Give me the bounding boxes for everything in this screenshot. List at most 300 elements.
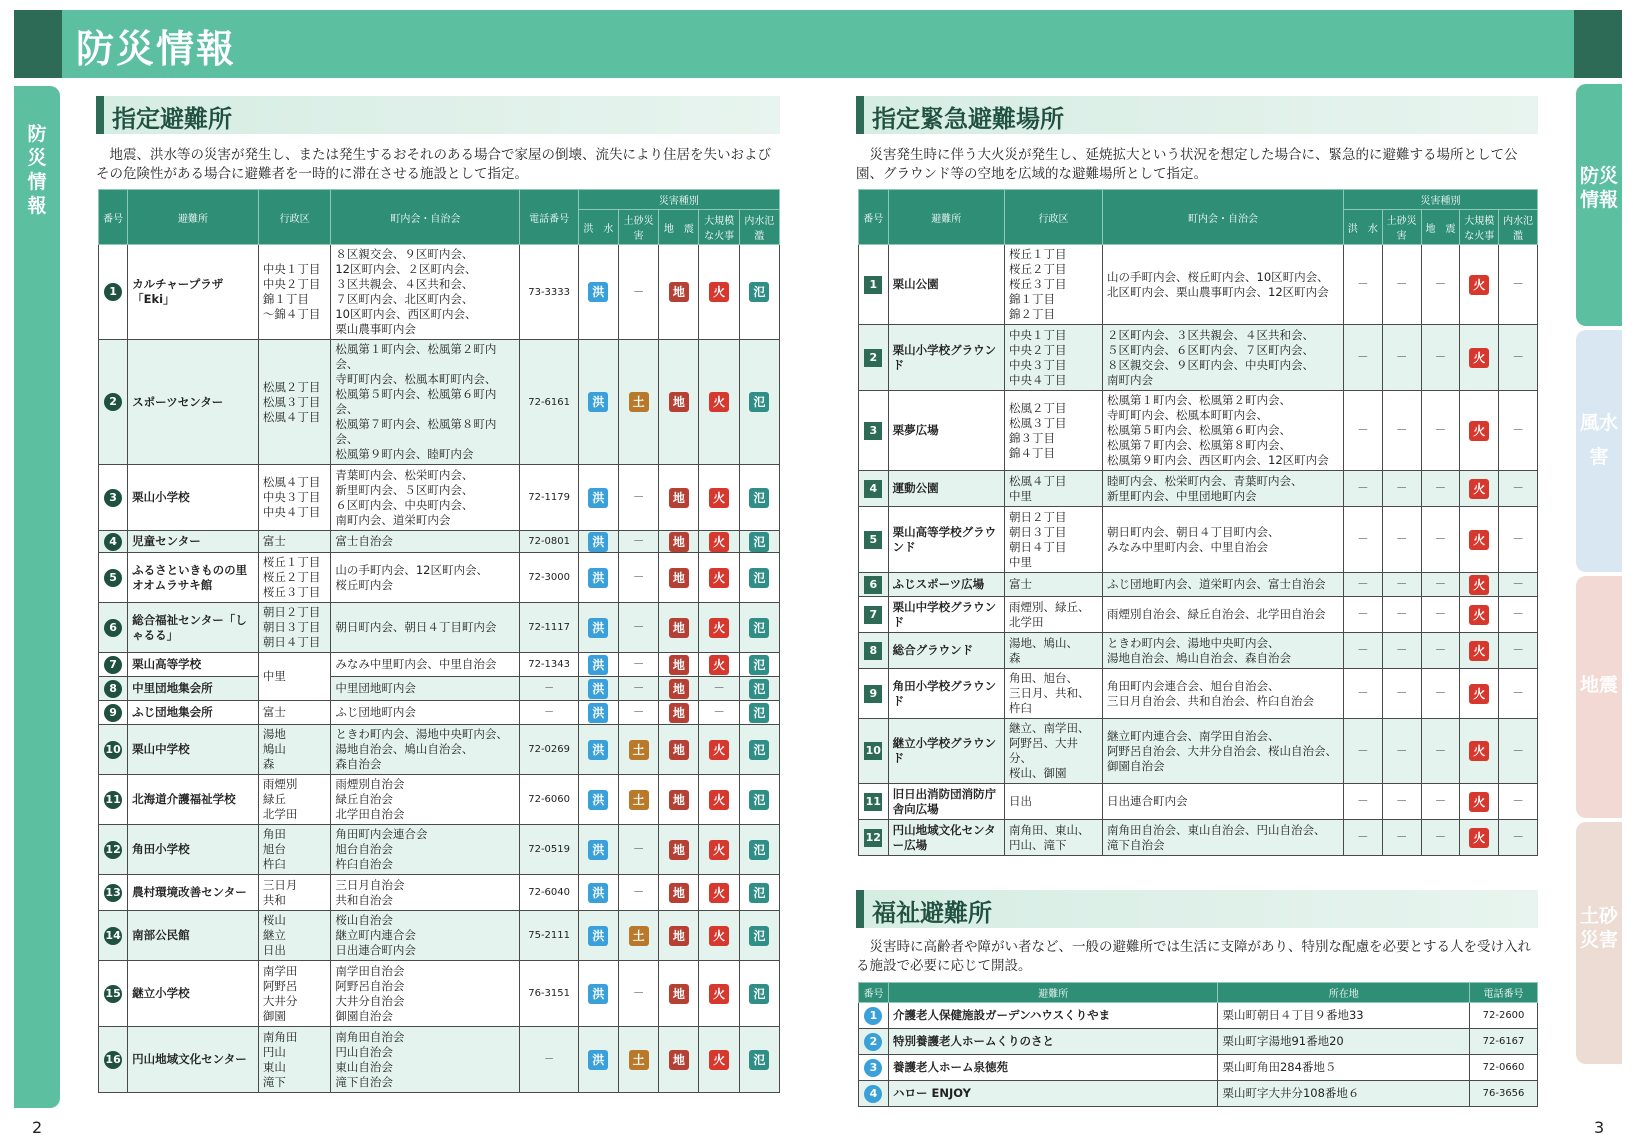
col-name: 避難所 (128, 190, 259, 245)
shelter-name: 中里団地集会所 (128, 677, 259, 701)
col-name: 避難所 (888, 983, 1217, 1003)
hazard-cell (699, 465, 739, 531)
flood-badge: 洪 (588, 282, 608, 302)
hazard-cell (739, 701, 779, 725)
header-left-accent (14, 10, 62, 78)
hazard-cell (699, 677, 739, 701)
hazard-cell (619, 725, 659, 775)
hazard-cell (659, 701, 699, 725)
quake-badge: 地 (669, 392, 689, 412)
hazard-cell (1499, 245, 1538, 325)
inland-badge: 氾 (749, 655, 769, 675)
not-applicable-mark: － (1512, 423, 1524, 437)
row-number: 14 (104, 927, 122, 945)
row-number: 2 (104, 393, 122, 411)
fire-badge: 火 (1469, 575, 1489, 595)
not-applicable-mark: － (632, 885, 645, 899)
not-applicable-mark: － (1512, 686, 1524, 700)
place-name: 栗山中学校グラウンド (888, 597, 1004, 633)
hazard-cell (739, 531, 779, 553)
phone-number: 76-3656 (1470, 1081, 1538, 1107)
row-number-cell (99, 653, 128, 677)
hazard-cell (659, 340, 699, 465)
hazard-cell (699, 701, 739, 725)
hazard-cell (578, 875, 618, 911)
hazard-cell (578, 775, 618, 825)
side-tab-jishin[interactable] (1576, 576, 1622, 818)
inland-badge: 氾 (749, 679, 769, 699)
fire-badge: 火 (1469, 741, 1489, 761)
hazard-cell (739, 603, 779, 653)
table-row (859, 820, 1538, 856)
phone-number: 72-0269 (520, 725, 578, 775)
row-number-cell (99, 465, 128, 531)
page-number-left: 2 (32, 1118, 43, 1137)
phone-number: － (520, 701, 578, 725)
hazard-cell (739, 961, 779, 1027)
district-cell: 角田、旭台、 三日月、共和、 杵臼 (1005, 669, 1103, 719)
hazard-cell (659, 531, 699, 553)
page-title: 防災情報 (76, 27, 237, 71)
not-applicable-mark: － (1357, 481, 1369, 495)
flood-badge: 洪 (588, 679, 608, 699)
shelter-name: 農村環境改善センター (128, 875, 259, 911)
fire-badge: 火 (1469, 605, 1489, 625)
row-number: 4 (864, 1085, 882, 1103)
hazard-cell (619, 911, 659, 961)
fire-badge: 火 (1469, 479, 1489, 499)
hazard-cell (1460, 784, 1499, 820)
flood-badge: 洪 (588, 926, 608, 946)
col-quake: 地 震 (1421, 210, 1460, 245)
fire-badge: 火 (709, 740, 729, 760)
quake-badge: 地 (669, 1050, 689, 1070)
association-cell: 雨煙別自治会、緑丘自治会、北学田自治会 (1103, 597, 1344, 633)
flood-badge: 洪 (588, 532, 608, 552)
hazard-cell (1460, 471, 1499, 507)
inland-badge: 氾 (749, 703, 769, 723)
inland-badge: 氾 (749, 568, 769, 588)
fire-badge: 火 (1469, 421, 1489, 441)
phone-number: － (520, 677, 578, 701)
association-cell: 中里団地町内会 (331, 677, 520, 701)
fire-badge: 火 (709, 984, 729, 1004)
hazard-cell (1421, 245, 1460, 325)
shelter-name: 栗山中学校 (128, 725, 259, 775)
hazard-cell (1460, 820, 1499, 856)
not-applicable-mark: － (1357, 743, 1369, 758)
fire-badge: 火 (709, 568, 729, 588)
hazard-cell (578, 961, 618, 1027)
association-cell: 角田町内会連合会 旭台自治会 杵臼自治会 (331, 825, 520, 875)
row-number-cell (859, 820, 889, 856)
col-landslide: 土砂災害 (619, 210, 659, 245)
phone-number: 72-6040 (520, 875, 578, 911)
row-number: 9 (104, 704, 122, 722)
quake-badge: 地 (669, 926, 689, 946)
not-applicable-mark: － (1357, 532, 1369, 546)
phone-number: 72-1343 (520, 653, 578, 677)
fire-badge: 火 (1469, 828, 1489, 848)
landslide-badge: 土 (629, 392, 649, 412)
row-number: 12 (104, 841, 122, 859)
fire-badge: 火 (1469, 530, 1489, 550)
hazard-cell (659, 1027, 699, 1093)
not-applicable-mark: － (632, 570, 645, 584)
table-row (99, 911, 780, 961)
row-number-cell (99, 553, 128, 603)
hazard-cell (699, 553, 739, 603)
table-row (99, 603, 780, 653)
association-cell: ８区親交会、９区町内会、 12区町内会、２区町内会、 ３区共親会、４区共和会、 ７区町内会、北区町内会、 10区町内会、西区町内会、 栗山農事町内会 (331, 245, 520, 340)
page-number-right: 3 (1594, 1118, 1605, 1137)
district-cell: 日出 (1005, 784, 1103, 820)
phone-number: 72-3000 (520, 553, 578, 603)
shelter-name: ふるさといきものの里オオムラサキ館 (128, 553, 259, 603)
not-applicable-mark: － (1512, 830, 1524, 844)
association-cell: 雨煙別自治会 緑丘自治会 北学田自治会 (331, 775, 520, 825)
row-number: 7 (864, 606, 882, 624)
row-number: 5 (864, 531, 882, 549)
not-applicable-mark: － (1434, 830, 1447, 844)
phone-number: 72-1117 (520, 603, 578, 653)
row-number-cell (859, 633, 889, 669)
district-cell: 雨煙別 緑丘 北学田 (258, 775, 330, 825)
flood-badge: 洪 (588, 840, 608, 860)
not-applicable-mark: － (1357, 350, 1369, 364)
hazard-cell (659, 725, 699, 775)
fire-badge: 火 (1469, 684, 1489, 704)
row-number: 11 (864, 793, 882, 811)
hazard-cell (1421, 507, 1460, 573)
hazard-cell (1460, 597, 1499, 633)
district-cell: 朝日２丁目 朝日３丁目 朝日４丁目 (258, 603, 330, 653)
row-number: 15 (104, 985, 122, 1003)
facility-name: 介護老人保健施設ガーデンハウスくりやま (888, 1003, 1217, 1029)
flood-badge: 洪 (588, 568, 608, 588)
table-row (859, 1055, 1538, 1081)
fire-badge: 火 (1469, 348, 1489, 368)
hazard-cell (739, 653, 779, 677)
col-name: 避難所 (888, 190, 1004, 245)
col-flood: 洪 水 (578, 210, 618, 245)
association-cell: 山の手町内会、桜丘町内会、10区町内会、 北区町内会、栗山農事町内会、12区町内会 (1103, 245, 1344, 325)
fire-badge: 火 (709, 282, 729, 302)
hazard-cell (1499, 719, 1538, 784)
section-heading-shelters (96, 96, 780, 134)
hazard-cell (1382, 669, 1421, 719)
table-row (859, 245, 1538, 325)
hazard-cell (619, 603, 659, 653)
association-cell: 富士自治会 (331, 531, 520, 553)
association-cell: ふじ団地町内会 (331, 701, 520, 725)
place-name: 円山地域文化センター広場 (888, 820, 1004, 856)
hazard-cell (578, 245, 618, 340)
not-applicable-mark: － (1512, 607, 1524, 621)
shelter-name: 総合福祉センター「しゃるる」 (128, 603, 259, 653)
table-row (99, 875, 780, 911)
hazard-cell (578, 603, 618, 653)
hazard-cell (619, 701, 659, 725)
section-heading-emergency (856, 96, 1538, 134)
col-tel: 電話番号 (1470, 983, 1538, 1003)
side-tab-fusuigai[interactable] (1576, 330, 1622, 572)
hazard-cell (1421, 597, 1460, 633)
not-applicable-mark: － (632, 284, 645, 299)
hazard-cell (699, 245, 739, 340)
hazard-cell (1421, 669, 1460, 719)
not-applicable-mark: － (1434, 743, 1447, 758)
col-assoc: 町内会・自治会 (1103, 190, 1344, 245)
inland-badge: 氾 (749, 618, 769, 638)
table-row (99, 653, 780, 677)
row-number-cell (99, 245, 128, 340)
fire-badge: 火 (709, 488, 729, 508)
district-cell: 桜丘１丁目 桜丘２丁目 桜丘３丁目 (258, 553, 330, 603)
table-row (859, 719, 1538, 784)
quake-badge: 地 (669, 488, 689, 508)
district-cell: 中央１丁目 中央２丁目 中央３丁目 中央４丁目 (1005, 325, 1103, 391)
section-title: 指定避難所 (112, 105, 232, 133)
page-header (14, 10, 1622, 78)
quake-badge: 地 (669, 532, 689, 552)
side-tab-label: 土砂災害 (1579, 905, 1618, 951)
facility-address: 栗山町朝日４丁目９番地33 (1218, 1003, 1470, 1029)
hazard-cell (659, 677, 699, 701)
table-row (99, 725, 780, 775)
row-number-cell (859, 507, 889, 573)
hazard-cell (1499, 325, 1538, 391)
not-applicable-mark: － (1357, 794, 1369, 808)
district-cell: 桜丘１丁目 桜丘２丁目 桜丘３丁目 錦１丁目 錦２丁目 (1005, 245, 1103, 325)
hazard-cell (1382, 391, 1421, 471)
district-cell: 朝日２丁目 朝日３丁目 朝日４丁目 中里 (1005, 507, 1103, 573)
not-applicable-mark: － (1357, 643, 1369, 657)
row-number: 6 (864, 576, 882, 594)
row-number: 13 (104, 884, 122, 902)
not-applicable-mark: － (1395, 423, 1408, 437)
district-cell: 南学田 阿野呂 大井分 御園 (258, 961, 330, 1027)
section-description-emergency: 災害発生時に伴う大火災が発生し、延焼拡大という状況を想定した場合に、緊急的に避難する場所として公園、グラウンド等の空地を広域的な避難場所として指定。 (856, 147, 1518, 182)
row-number-cell (859, 784, 889, 820)
association-cell: みなみ中里町内会、中里自治会 (331, 653, 520, 677)
hazard-cell (659, 775, 699, 825)
hazard-cell (1343, 325, 1382, 391)
row-number-cell (859, 1003, 889, 1029)
phone-number: 72-6167 (1470, 1029, 1538, 1055)
not-applicable-mark: － (632, 534, 645, 548)
hazard-cell (1499, 633, 1538, 669)
flood-badge: 洪 (588, 1050, 608, 1070)
district-cell: 桜山 継立 日出 (258, 911, 330, 961)
phone-number: 73-3333 (520, 245, 578, 340)
hazard-cell (1343, 391, 1382, 471)
hazard-cell (699, 531, 739, 553)
hazard-cell (659, 961, 699, 1027)
row-number: 2 (864, 349, 882, 367)
flood-badge: 洪 (588, 984, 608, 1004)
hazard-cell (659, 465, 699, 531)
col-district: 行政区 (258, 190, 330, 245)
not-applicable-mark: － (1512, 743, 1524, 758)
not-applicable-mark: － (1357, 277, 1369, 291)
row-number: 4 (104, 533, 122, 551)
row-number: 11 (104, 791, 122, 809)
quake-badge: 地 (669, 984, 689, 1004)
hazard-cell (739, 677, 779, 701)
hazard-cell (1421, 820, 1460, 856)
hazard-cell (1460, 245, 1499, 325)
not-applicable-mark: － (1512, 577, 1524, 591)
side-tab-bousai[interactable] (1576, 84, 1622, 326)
landslide-badge: 土 (629, 790, 649, 810)
district-cell: 松風４丁目 中里 (1005, 471, 1103, 507)
hazard-cell (1382, 633, 1421, 669)
hazard-cell (699, 911, 739, 961)
row-number-cell (859, 1055, 889, 1081)
row-number: 10 (864, 742, 882, 760)
row-number: 8 (864, 642, 882, 660)
side-tab-left-label: 防災情報 (27, 123, 47, 217)
hazard-cell (739, 911, 779, 961)
side-tab-dosha[interactable] (1576, 822, 1622, 1064)
table-row (99, 245, 780, 340)
shelter-name: 児童センター (128, 531, 259, 553)
hazard-cell (659, 603, 699, 653)
hazard-cell (1499, 784, 1538, 820)
hazard-cell (1343, 820, 1382, 856)
row-number-cell (859, 597, 889, 633)
district-cell: 三日月 共和 (258, 875, 330, 911)
place-name: 総合グラウンド (888, 633, 1004, 669)
shelter-name: 北海道介護福祉学校 (128, 775, 259, 825)
fire-badge: 火 (1469, 641, 1489, 661)
hazard-cell (619, 1027, 659, 1093)
not-applicable-mark: － (713, 705, 725, 719)
section-description-welfare: 災害時に高齢者や障がい者など、一般の避難所では生活に支障があり、特別な配慮を必要とする人を受け入れる施設で必要に応じて開設。 (856, 939, 1531, 974)
hazard-cell (619, 653, 659, 677)
quake-badge: 地 (669, 703, 689, 723)
row-number: 2 (864, 1033, 882, 1051)
hazard-cell (619, 245, 659, 340)
facility-name: ハロー ENJOY (888, 1081, 1217, 1107)
row-number-cell (859, 471, 889, 507)
hazard-cell (578, 677, 618, 701)
not-applicable-mark: － (713, 681, 725, 695)
row-number-cell (99, 825, 128, 875)
hazard-cell (578, 531, 618, 553)
hazard-cell (578, 340, 618, 465)
hazard-cell (1460, 391, 1499, 471)
hazard-cell (1421, 471, 1460, 507)
inland-badge: 氾 (749, 790, 769, 810)
hazard-cell (578, 1027, 618, 1093)
hazard-cell (699, 825, 739, 875)
not-applicable-mark: － (1357, 423, 1369, 437)
facility-address: 栗山町字湯地91番地20 (1218, 1029, 1470, 1055)
row-number-cell (859, 669, 889, 719)
place-name: 栗山小学校グラウンド (888, 325, 1004, 391)
shelter-name: 角田小学校 (128, 825, 259, 875)
hazard-cell (1499, 820, 1538, 856)
not-applicable-mark: － (1395, 743, 1408, 758)
table-row (99, 961, 780, 1027)
fire-badge: 火 (709, 532, 729, 552)
hazard-cell (1343, 507, 1382, 573)
association-cell: 角田町内会連合会、旭台自治会、 三日月自治会、共和自治会、杵臼自治会 (1103, 669, 1344, 719)
hazard-cell (699, 875, 739, 911)
association-cell: ふじ団地町内会、道栄町内会、富士自治会 (1103, 573, 1344, 597)
row-number-cell (859, 1029, 889, 1055)
hazard-cell (1382, 471, 1421, 507)
not-applicable-mark: － (1512, 532, 1524, 546)
hazard-cell (1421, 325, 1460, 391)
hazard-cell (1460, 507, 1499, 573)
hazard-cell (1382, 573, 1421, 597)
inland-badge: 氾 (749, 883, 769, 903)
table-row (99, 677, 780, 701)
hazard-cell (1421, 573, 1460, 597)
row-number-cell (99, 531, 128, 553)
hazard-cell (619, 465, 659, 531)
hazard-cell (1343, 633, 1382, 669)
row-number-cell (859, 573, 889, 597)
inland-badge: 氾 (749, 984, 769, 1004)
row-number-cell (99, 340, 128, 465)
district-cell: 継立、南学田、 阿野呂、大井分、 桜山、御園 (1005, 719, 1103, 784)
not-applicable-mark: － (1434, 423, 1447, 437)
phone-number: 72-0801 (520, 531, 578, 553)
inland-badge: 氾 (749, 740, 769, 760)
row-number-cell (99, 725, 128, 775)
hazard-cell (739, 775, 779, 825)
not-applicable-mark: － (1434, 350, 1447, 364)
place-name: ふじスポーツ広場 (888, 573, 1004, 597)
hazard-cell (1460, 633, 1499, 669)
hazard-cell (578, 725, 618, 775)
hazard-cell (619, 775, 659, 825)
side-tab-label: 風水害 (1579, 412, 1618, 468)
hazard-cell (619, 531, 659, 553)
row-number: 8 (104, 680, 122, 698)
row-number-cell (99, 677, 128, 701)
table-row (859, 633, 1538, 669)
association-cell: 南学田自治会 阿野呂自治会 大井分自治会 御園自治会 (331, 961, 520, 1027)
table-row (99, 531, 780, 553)
not-applicable-mark: － (632, 986, 645, 1000)
fire-badge: 火 (709, 926, 729, 946)
hazard-cell (578, 911, 618, 961)
hazard-cell (699, 340, 739, 465)
col-quake: 地 震 (659, 210, 699, 245)
hazard-cell (1382, 507, 1421, 573)
row-number-cell (99, 1027, 128, 1093)
hazard-cell (659, 553, 699, 603)
hazard-cell (1499, 471, 1538, 507)
association-cell: 松風第１町内会、松風第２町内会、 寺町町内会、松風本町町内会、 松風第５町内会、松風第６町内会、 松風第７町内会、松風第８町内会、 松風第９町内会、睦町内会 (331, 340, 520, 465)
facility-name: 特別養護老人ホームくりのさと (888, 1029, 1217, 1055)
not-applicable-mark: － (632, 657, 645, 671)
district-cell: 富士 (258, 531, 330, 553)
row-number-cell (859, 391, 889, 471)
row-number-cell (859, 245, 889, 325)
association-cell: 青葉町内会、松栄町内会、 新里町内会、５区町内会、 ６区町内会、中央町内会、 南町内会、道栄町内会 (331, 465, 520, 531)
col-district: 行政区 (1005, 190, 1103, 245)
hazard-cell (1421, 719, 1460, 784)
row-number-cell (859, 325, 889, 391)
table-row (859, 507, 1538, 573)
row-number: 1 (864, 276, 882, 294)
